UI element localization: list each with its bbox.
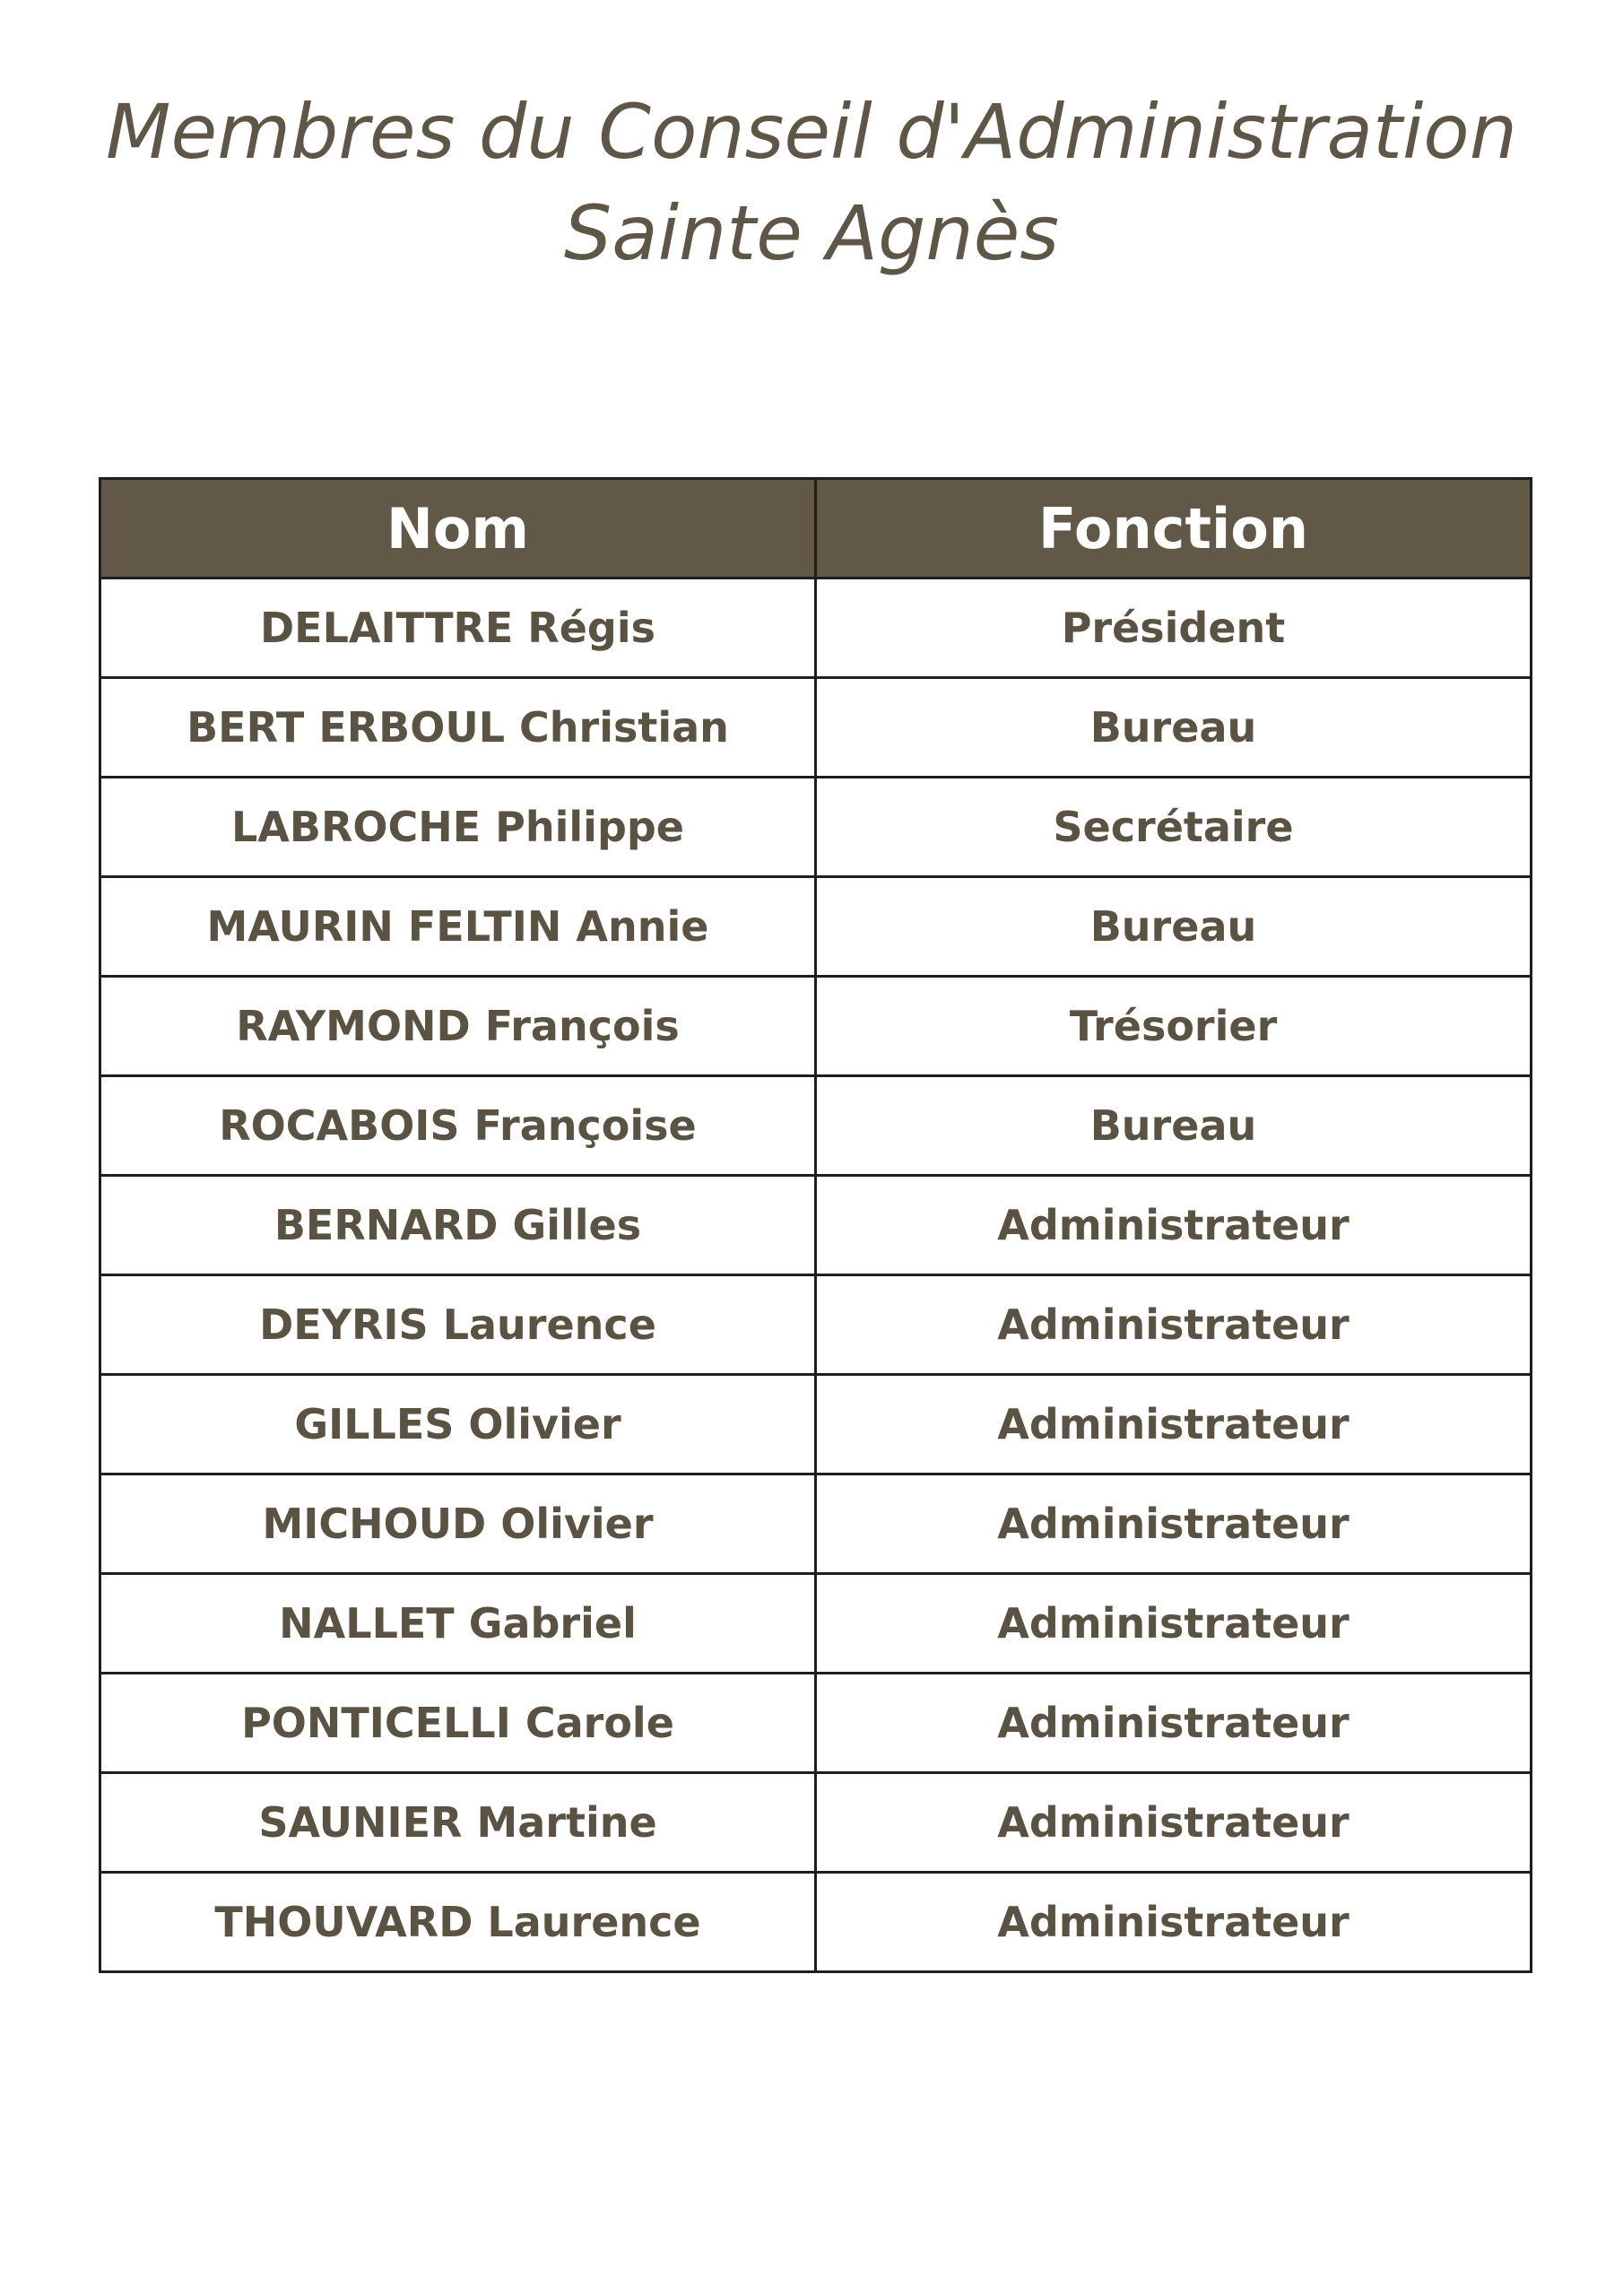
page-subtitle: Sainte Agnès [563,189,1060,277]
members-table [99,477,1532,1973]
member-name: SAUNIER Martine [100,1773,816,1873]
member-role: Administrateur [816,1275,1532,1375]
table-header-row [100,479,1532,578]
member-name: GILLES Olivier [100,1375,816,1474]
table-row [100,1076,1532,1176]
member-name: DEYRIS Laurence [100,1275,816,1375]
member-name: BERT ERBOUL Christian [100,678,816,778]
page-title: Membres du Conseil d'Administration [106,88,1517,176]
member-name: ROCABOIS Françoise [100,1076,816,1176]
member-name: MICHOUD Olivier [100,1474,816,1574]
member-role: Bureau [816,877,1532,977]
table-row [100,1773,1532,1873]
member-name: LABROCHE Philippe [100,778,816,877]
table-row [100,877,1532,977]
table-row [100,578,1532,678]
member-role: Administrateur [816,1873,1532,1972]
member-name: MAURIN FELTIN Annie [100,877,816,977]
member-name: RAYMOND François [100,977,816,1076]
table-row [100,977,1532,1076]
table-row [100,1674,1532,1773]
member-role: Trésorier [816,977,1532,1076]
member-role: Bureau [816,678,1532,778]
member-name: PONTICELLI Carole [100,1674,816,1773]
table-row [100,778,1532,877]
member-role: Président [816,578,1532,678]
member-role: Administrateur [816,1375,1532,1474]
member-role: Administrateur [816,1474,1532,1574]
table-row [100,1574,1532,1674]
column-header-fonction: Fonction [816,479,1532,578]
member-role: Administrateur [816,1176,1532,1275]
member-name: THOUVARD Laurence [100,1873,816,1972]
member-role: Administrateur [816,1574,1532,1674]
member-role: Bureau [816,1076,1532,1176]
column-header-nom: Nom [100,479,816,578]
table-row [100,1275,1532,1375]
table-row [100,1176,1532,1275]
table-row [100,678,1532,778]
table-row [100,1375,1532,1474]
table-row [100,1474,1532,1574]
member-name: NALLET Gabriel [100,1574,816,1674]
table-row [100,1873,1532,1972]
member-role: Secrétaire [816,778,1532,877]
member-name: DELAITTRE Régis [100,578,816,678]
member-name: BERNARD Gilles [100,1176,816,1275]
member-role: Administrateur [816,1674,1532,1773]
member-role: Administrateur [816,1773,1532,1873]
